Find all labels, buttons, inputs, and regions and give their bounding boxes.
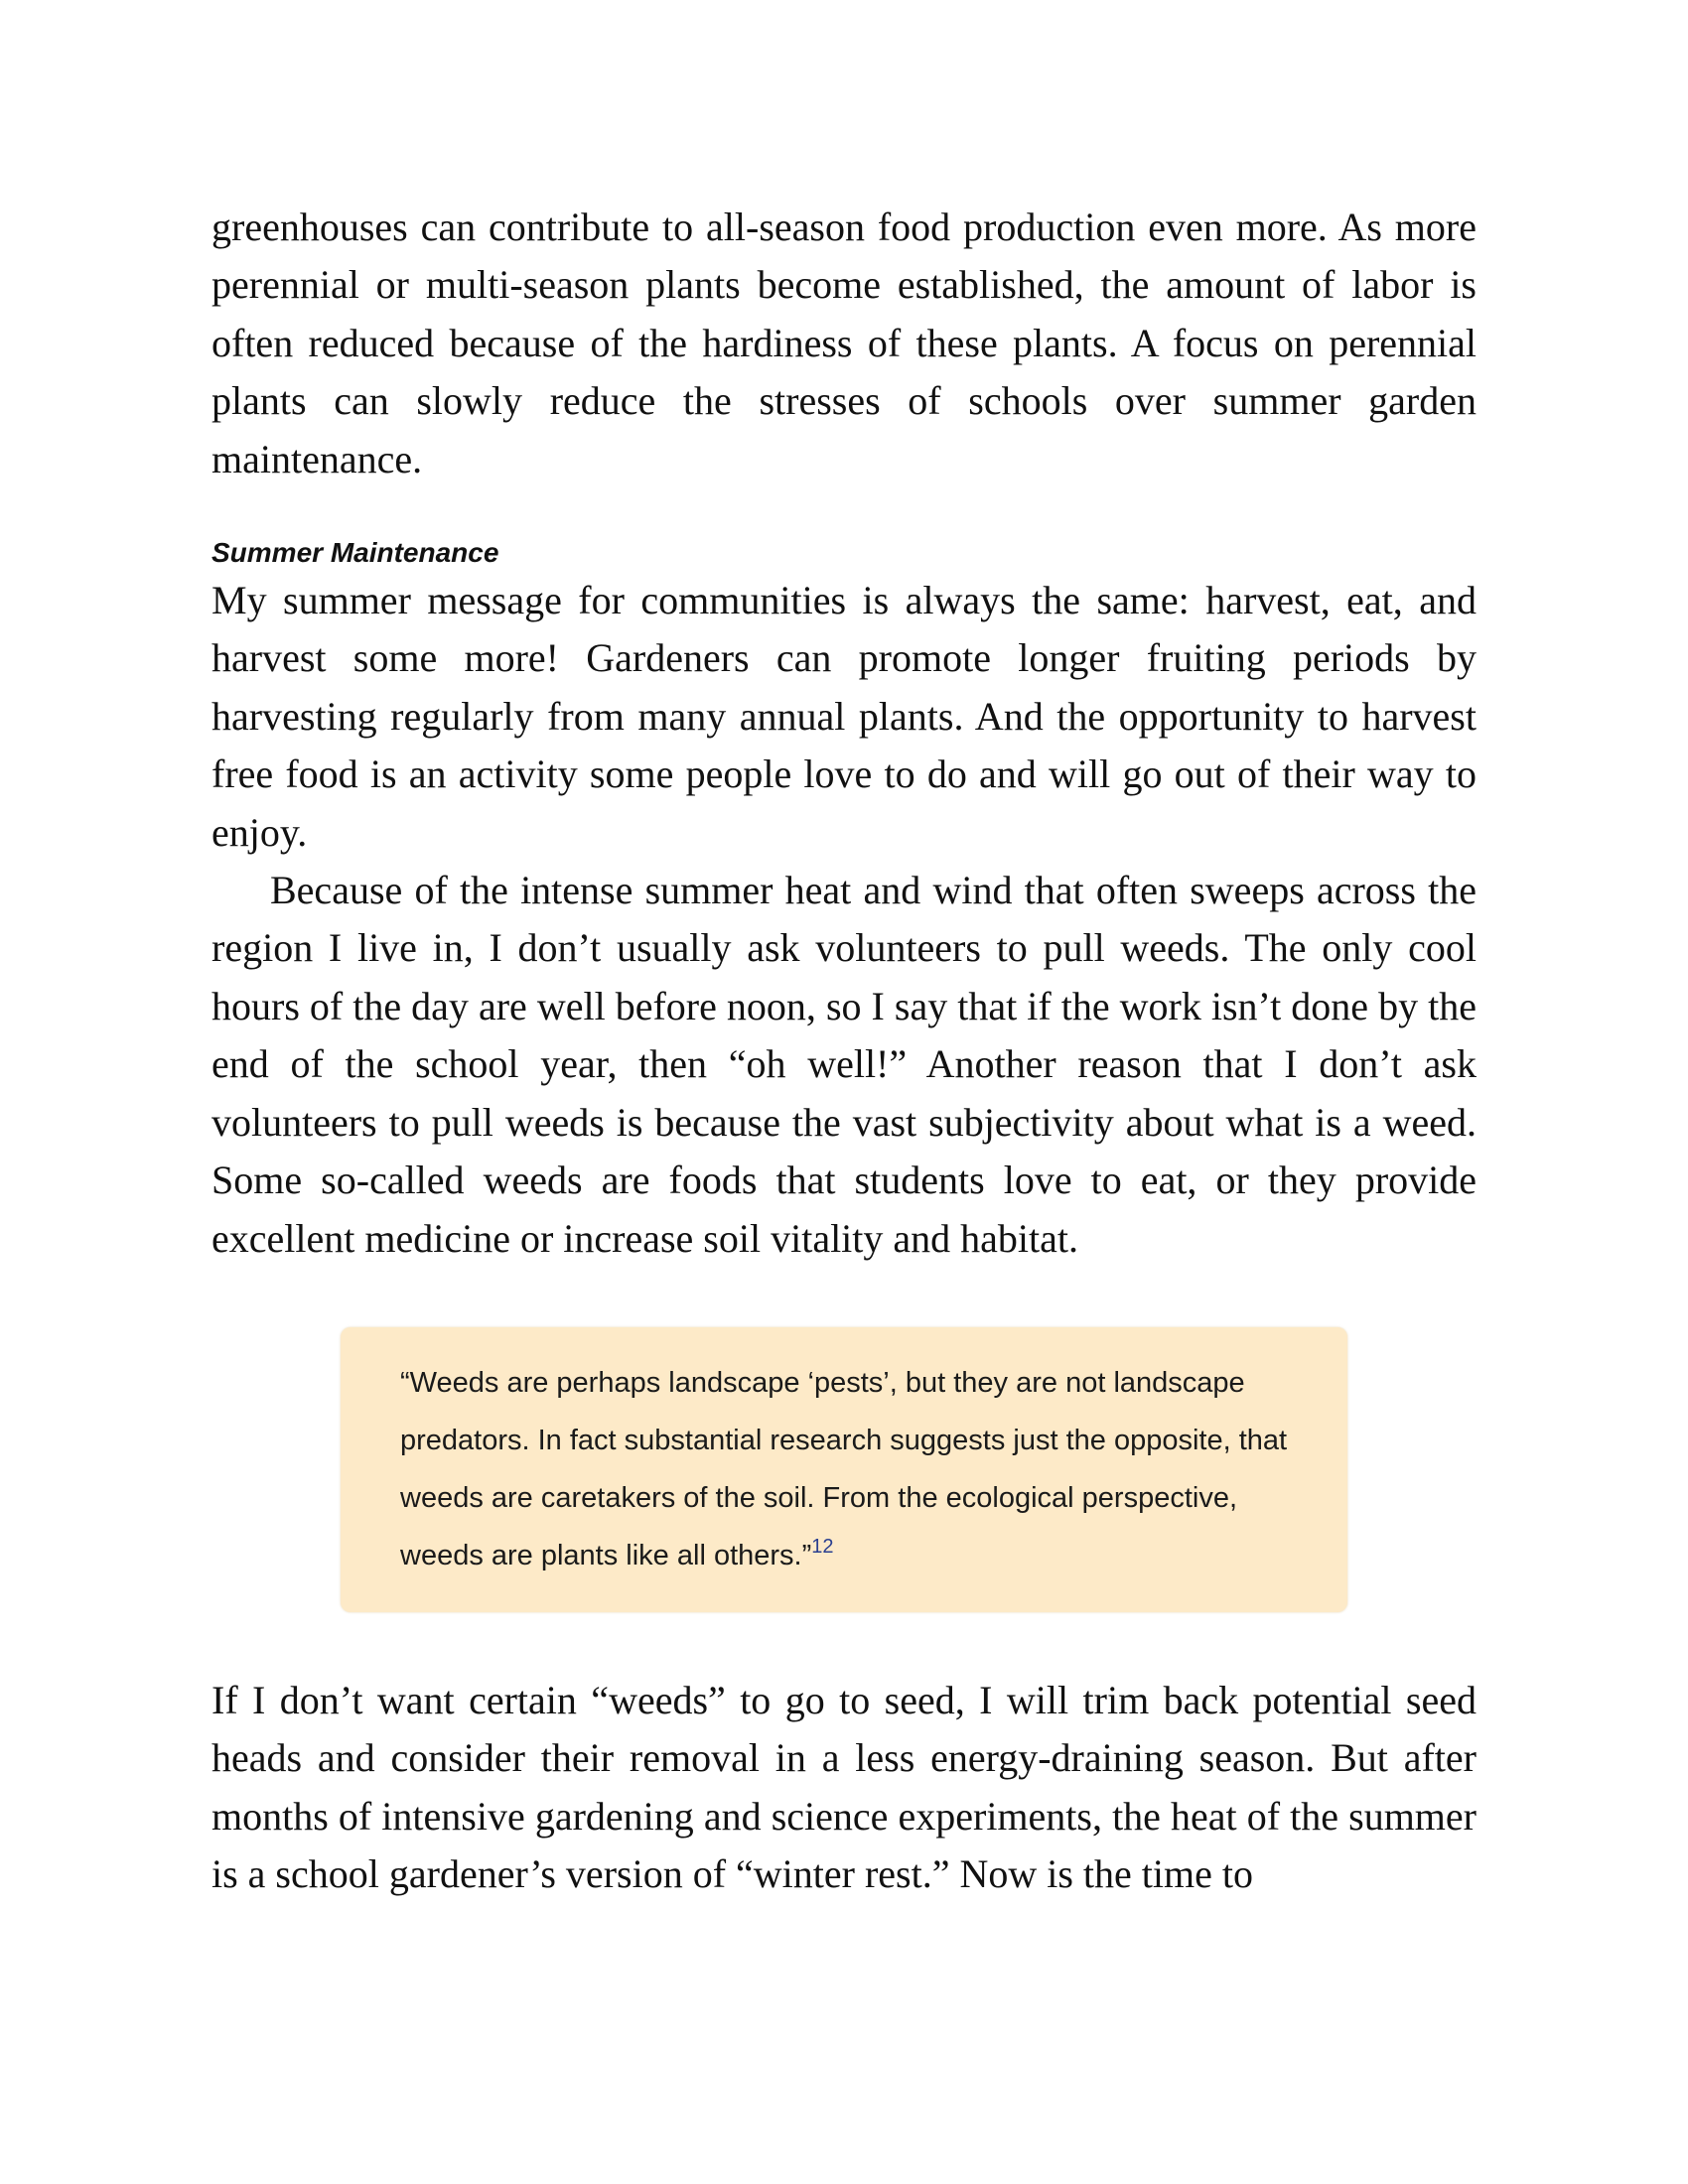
page-body [211, 199, 1477, 1904]
footnote-reference[interactable]: 12 [811, 1535, 834, 1558]
paragraph-weeds: Because of the intense summer heat and wind that often sweeps across the region I live in, I don’t usually ask volunteers to pull weeds. The only cool hours of the day are well before noon, so I say that if the work isn’t done by the end of the school year, then “oh well!” Another reason that I don’t ask volunteers to pull weeds is because the vast subjectivity about what is a weed. Some so-called weeds are foods that students love to eat, or they provide excellent medicine or increase soil vitality and habitat. [211, 868, 1477, 1261]
paragraph-summer-message: My summer message for communities is always the same: harvest, eat, and harvest some more! Gardeners can promote longer fruiting periods by harvesting regularly from many annual plants. And the opportunity to harvest free food is an activity some people love to do and will go out of their way to enjoy. [211, 578, 1477, 855]
pull-quote-text: “Weeds are perhaps landscape ‘pests’, but they are not landscape predators. In fact substantial research suggests just the opposite, that weeds are caretakers of the soil. From the ecological perspective, weeds are plants like all others.” [400, 1366, 1288, 1571]
pull-quote [400, 1354, 1288, 1584]
section-heading: Summer Maintenance [211, 537, 499, 569]
pull-quote-box [341, 1327, 1347, 1612]
paragraph-greenhouses: greenhouses can contribute to all-season food production even more. As more perennial or multi-season plants become established, the amount of labor is often reduced because of the hardiness of these plants. A focus on perennial plants can slowly reduce the stresses of schools over summer garden maintenance. [211, 205, 1477, 481]
paragraph-seed-heads: If I don’t want certain “weeds” to go to seed, I will trim back potential seed heads and consider their removal in a less energy-draining season. But after months of intensive gardening and science experiments, the heat of the summer is a school gardener’s version of “winter rest.” Now is the time to [211, 1677, 1477, 1897]
